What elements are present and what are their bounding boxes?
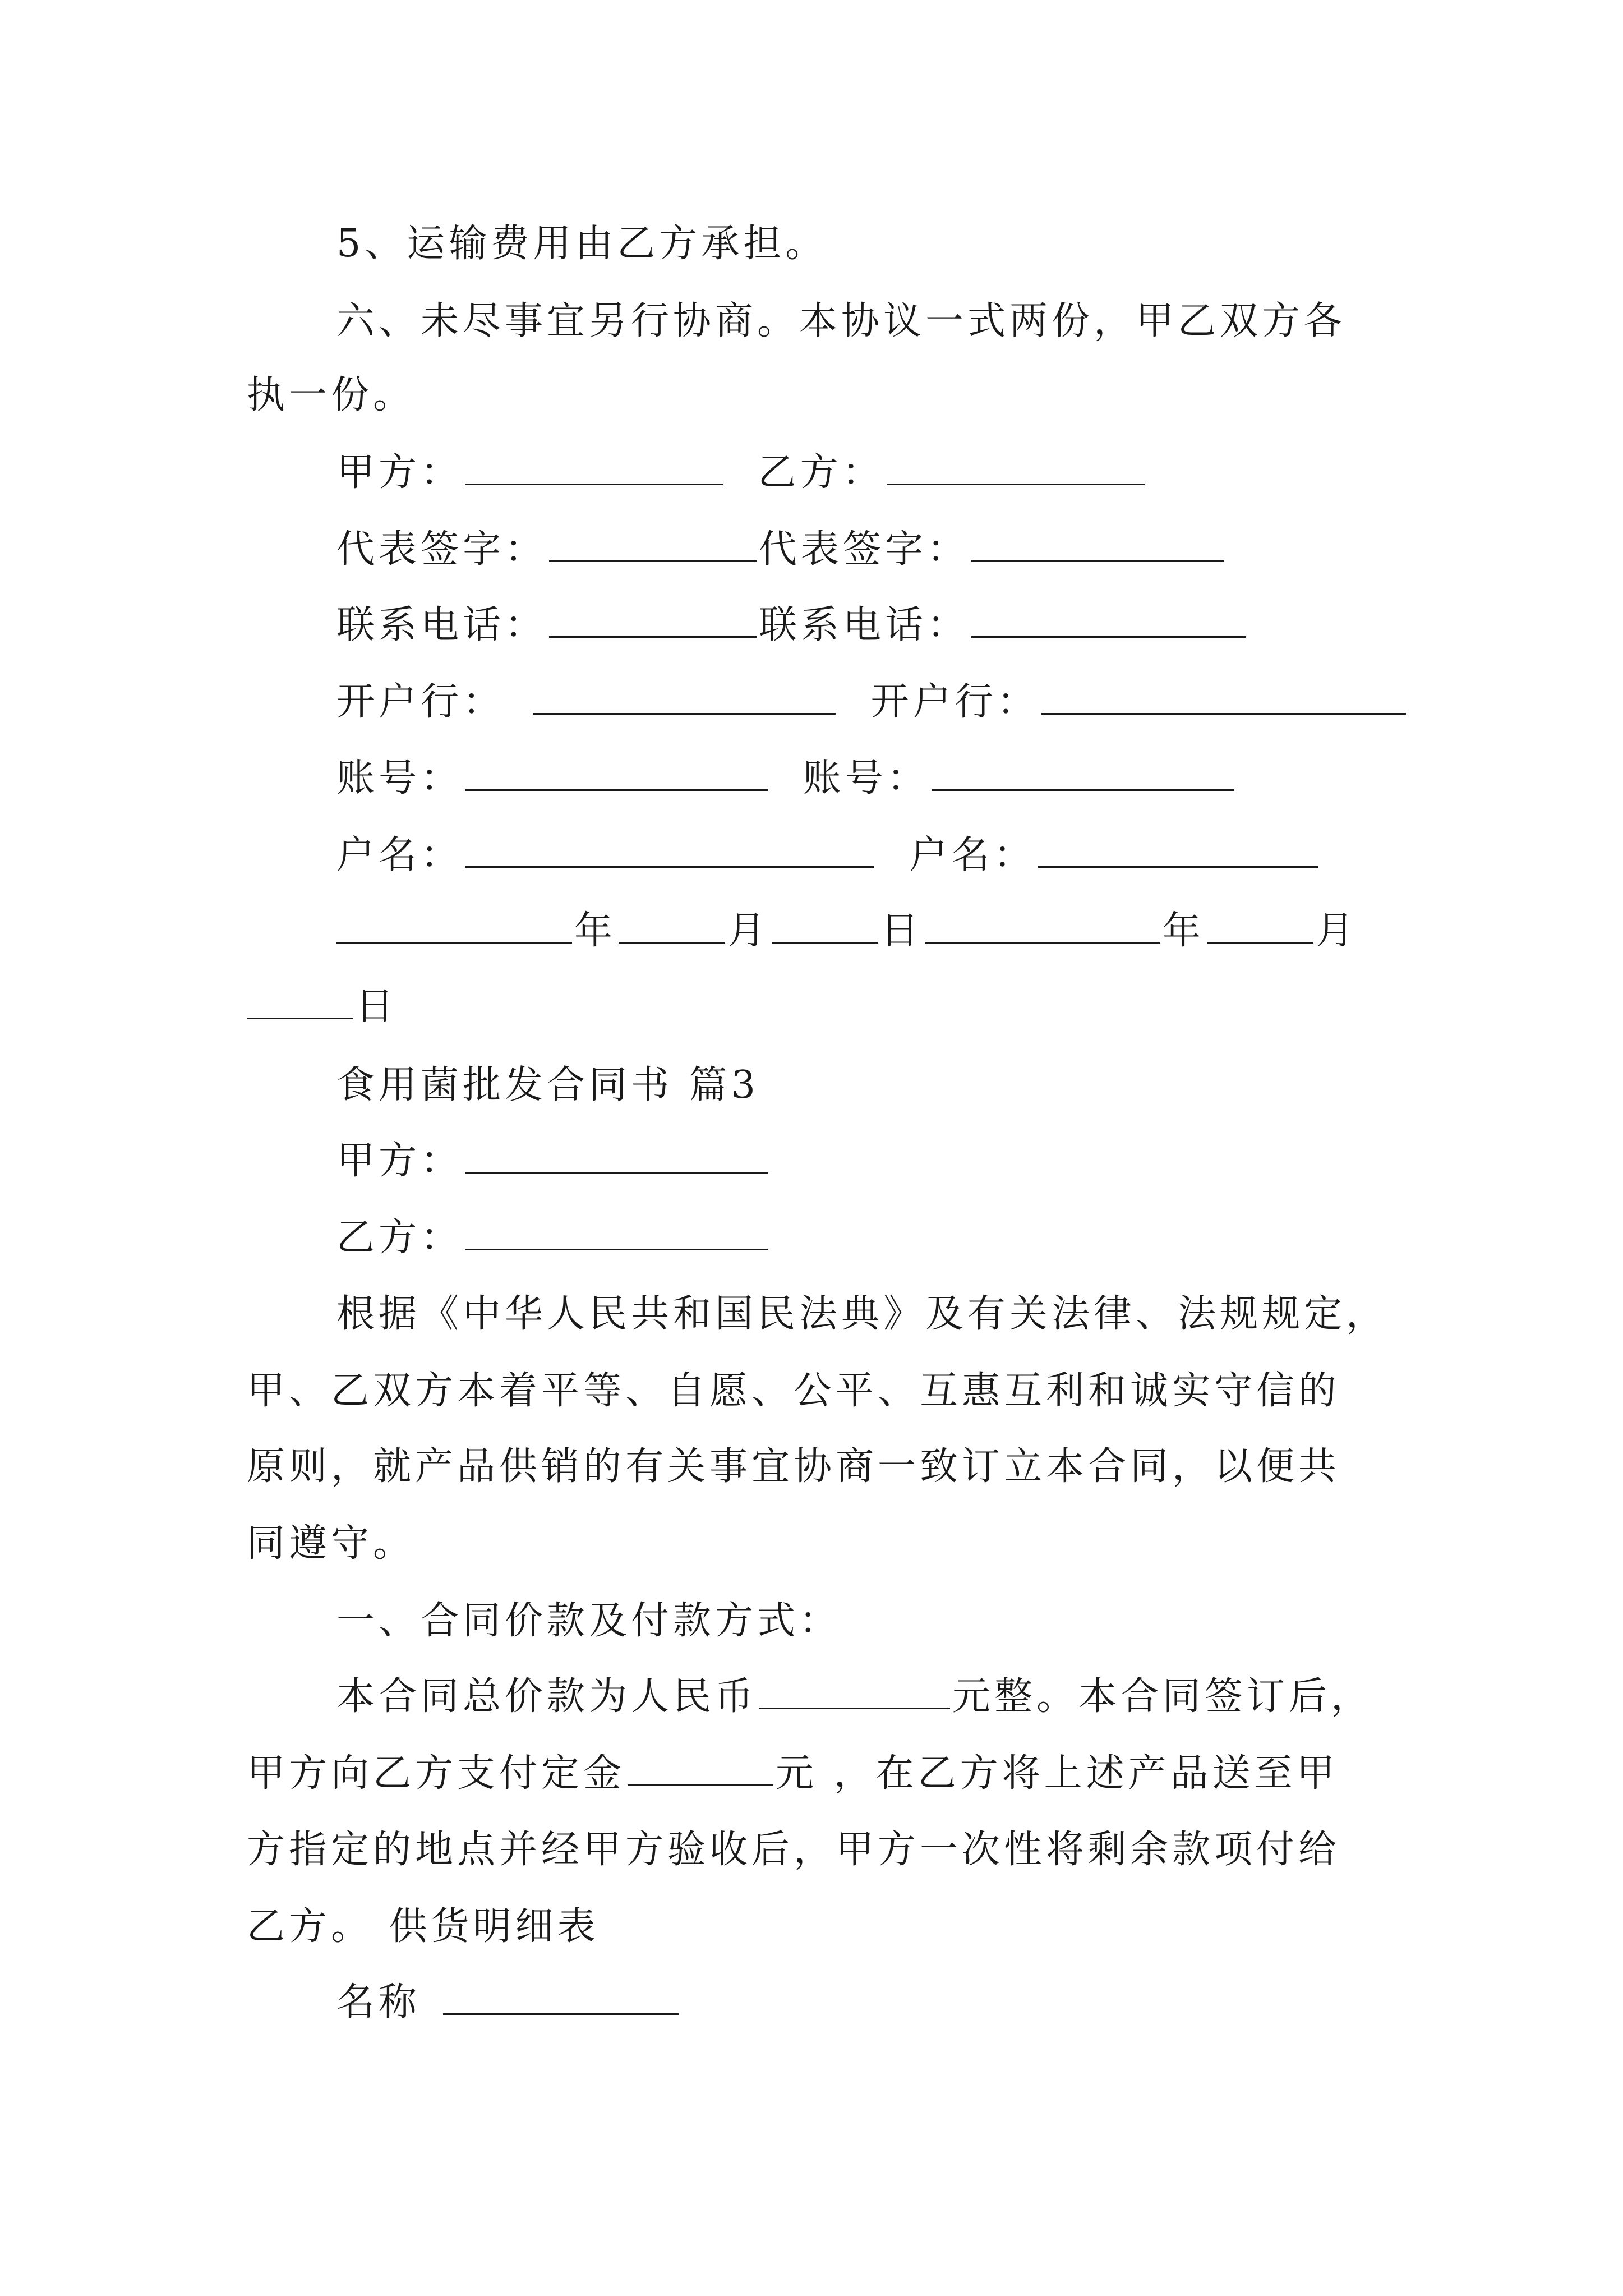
account-a-blank — [465, 758, 768, 791]
signature-party-row — [336, 450, 1147, 495]
rep-sign-a-label: 代表签字： — [336, 527, 547, 572]
account-name-b-blank — [1038, 835, 1318, 868]
date-b-year-blank — [925, 910, 1160, 944]
signature-bank-row — [336, 680, 1408, 725]
payment-line-2 — [247, 1751, 1339, 1796]
signature-account-name-row — [336, 833, 1321, 878]
account-b-blank — [932, 758, 1234, 791]
signature-rep-row — [336, 527, 1226, 572]
item-name-blank — [443, 1982, 679, 2015]
preamble-line-3: 原则，就产品供销的有关事宜协商一致订立本合同，以便共 — [247, 1444, 1341, 1489]
section-3-party-b-row — [336, 1216, 770, 1260]
party-a-label: 甲方： — [336, 450, 463, 495]
signature-account-row — [336, 756, 1237, 801]
clause-6-line: 六、未尽事宜另行协商。本协议一式两份，甲乙双方各 — [336, 299, 1347, 343]
date-a-month-label: 月 — [727, 909, 770, 953]
deposit-label: 甲方向乙方支付定金 — [247, 1751, 626, 1796]
deposit-blank — [628, 1753, 773, 1786]
deposit-suffix: 元 ，在乙方将上述产品送至甲 — [776, 1751, 1339, 1796]
section-3-title: 食用菌批发合同书 篇3 — [336, 1063, 759, 1107]
account-a-label: 账号： — [336, 756, 463, 800]
account-name-a-blank — [465, 835, 874, 868]
date-a-year-blank — [336, 910, 572, 944]
s3-party-b-blank — [465, 1217, 768, 1250]
total-price-blank — [759, 1676, 950, 1709]
phone-b-blank — [971, 605, 1246, 638]
bank-b-blank — [1041, 682, 1406, 715]
s3-party-a-label: 甲方： — [336, 1139, 463, 1183]
item-name-label: 名称 — [336, 1980, 421, 2024]
clause-6-continued: 执一份。 — [247, 373, 416, 417]
date-a-day-label: 日 — [880, 909, 923, 953]
signature-date-row — [336, 909, 1358, 954]
date-b-day-label: 日 — [356, 984, 398, 1029]
date-b-day-blank — [247, 986, 353, 1019]
date-b-year-label: 年 — [1163, 909, 1205, 953]
section-3-party-a-row — [336, 1139, 770, 1184]
payment-line-3: 方指定的地点并经甲方验收后，甲方一次性将剩余款项付给 — [247, 1828, 1341, 1872]
s3-party-a-blank — [465, 1140, 768, 1174]
clause-5-line: 5、运输费用由乙方承担。 — [336, 222, 828, 266]
rep-sign-a-blank — [549, 529, 757, 562]
phone-a-blank — [549, 605, 757, 638]
rep-sign-b-blank — [971, 529, 1224, 562]
item-name-row — [336, 1980, 681, 2025]
date-a-day-blank — [772, 910, 878, 944]
total-price-suffix: 元整。本合同签订后， — [952, 1674, 1373, 1719]
heading-payment: 一、合同价款及付款方式： — [336, 1599, 842, 1643]
signature-phone-row — [336, 603, 1248, 648]
rep-sign-b-label: 代表签字： — [759, 527, 970, 572]
date-b-month-blank — [1207, 910, 1313, 944]
party-b-blank — [887, 452, 1145, 485]
payment-line-1 — [336, 1674, 1373, 1719]
phone-a-label: 联系电话： — [336, 603, 547, 647]
bank-a-blank — [533, 682, 836, 715]
bank-a-label: 开户行： — [336, 680, 505, 724]
account-name-b-label: 户名： — [909, 833, 1036, 877]
date-a-month-blank — [619, 910, 725, 944]
preamble-line-4: 同遵守。 — [247, 1521, 416, 1566]
bank-b-label: 开户行： — [870, 680, 1039, 724]
party-b-label: 乙方： — [758, 450, 884, 495]
account-b-label: 账号： — [803, 756, 929, 800]
date-a-year-label: 年 — [574, 909, 617, 953]
party-a-blank — [465, 452, 723, 485]
s3-party-b-label: 乙方： — [336, 1216, 463, 1260]
preamble-line-2: 甲、乙双方本着平等、自愿、公平、互惠互利和诚实守信的 — [247, 1369, 1341, 1413]
date-b-month-label: 月 — [1316, 909, 1358, 953]
preamble-line-1: 根据《中华人民共和国民法典》及有关法律、法规规定， — [336, 1292, 1389, 1336]
phone-b-label: 联系电话： — [759, 603, 970, 647]
signature-date-continued — [247, 984, 398, 1029]
payment-line-4: 乙方。 供货明细表 — [247, 1904, 600, 1949]
total-price-label: 本合同总价款为人民币 — [336, 1674, 758, 1719]
account-name-a-label: 户名： — [336, 833, 463, 877]
